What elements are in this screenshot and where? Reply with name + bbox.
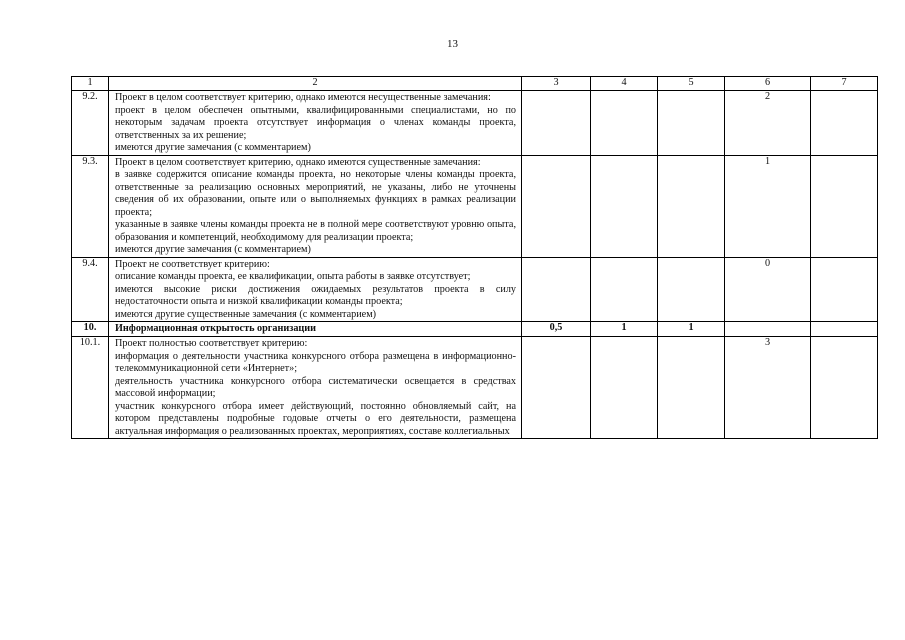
criterion-text-line: имеются другие существенные замечания (с комментарием) [115, 308, 377, 320]
score-cell-c5 [658, 337, 725, 439]
criterion-description-cell [109, 337, 522, 439]
table-row [72, 337, 878, 439]
score-cell-c5 [658, 91, 725, 156]
criterion-text-line: Проект в целом соответствует критерию, однако имеются существенные замечания: [115, 156, 481, 168]
criterion-text-line: Проект полностью соответствует критерию: [115, 338, 308, 349]
column-header: 4 [591, 77, 658, 91]
score-cell-c3 [522, 257, 591, 322]
score-cell-c4 [591, 155, 658, 257]
column-header: 2 [109, 77, 522, 91]
score-cell-c6 [725, 322, 811, 337]
column-header: 7 [811, 77, 878, 91]
score-cell-c7 [811, 322, 878, 337]
row-number-cell: 9.2. [72, 91, 109, 156]
criterion-text-line: имеются другие замечания (с комментарием) [115, 244, 311, 255]
score-cell-c6: 1 [725, 155, 811, 257]
score-cell-c5 [658, 155, 725, 257]
section-row [72, 322, 878, 337]
score-cell-c3 [522, 91, 591, 156]
score-cell-c4 [591, 257, 658, 322]
score-cell-c7 [811, 257, 878, 322]
criterion-text-line: деятельность участника конкурсного отбора систематически освещается в средствах массовой информации; [115, 375, 516, 399]
criterion-text-line: указанные в заявке члены команды проекта не в полной мере соответствуют уровню опыта, образования и компетенций, необходимому для реализации проекта; [115, 219, 516, 243]
criterion-text-line: имеются высокие риски достижения ожидаемых результатов проекта в силу недостаточности опыта и низкой квалификации команды проекта; [115, 283, 516, 307]
score-cell-c3 [522, 155, 591, 257]
criterion-text-line: Информационная открытость организации [115, 323, 317, 334]
criterion-text-line: Проект в целом соответствует критерию, однако имеются несущественные замечания: [115, 92, 491, 103]
score-cell-c5: 1 [658, 322, 725, 337]
table-row [72, 257, 878, 322]
score-cell-c5 [658, 257, 725, 322]
table-row [72, 155, 878, 257]
score-cell-c4 [591, 91, 658, 156]
criterion-text-line: описание команды проекта, ее квалификации, опыта работы в заявке отсутствует; [115, 271, 471, 282]
criterion-description-cell [109, 257, 522, 322]
row-number-cell: 10.1. [72, 337, 109, 439]
page-number: 13 [447, 38, 458, 50]
criteria-table [71, 76, 878, 439]
row-number-cell: 10. [72, 322, 109, 337]
score-cell-c4 [591, 337, 658, 439]
table-row [72, 91, 878, 156]
criterion-description-cell [109, 322, 522, 337]
criterion-text-line: имеются другие замечания (с комментарием) [115, 142, 311, 153]
score-cell-c7 [811, 91, 878, 156]
row-number-cell: 9.3. [72, 155, 109, 257]
score-cell-c4: 1 [591, 322, 658, 337]
column-header: 3 [522, 77, 591, 91]
column-header: 6 [725, 77, 811, 91]
score-cell-c6: 2 [725, 91, 811, 156]
column-header-row [72, 77, 878, 91]
score-cell-c3: 0,5 [522, 322, 591, 337]
score-cell-c6: 3 [725, 337, 811, 439]
column-header: 5 [658, 77, 725, 91]
criterion-text-line: в заявке содержится описание команды проекта, но некоторые члены команды проекта, ответственные за реализацию основных мероприятий, не указаны, либо не уточнены сведения об их образовании, опыте или о выполняемых функциях в рамках реализации проекта; [115, 169, 516, 218]
criterion-description-cell [109, 91, 522, 156]
row-number-cell: 9.4. [72, 257, 109, 322]
criterion-text-line: проект в целом обеспечен опытными, квалифицированными специалистами, но по некоторым задачам проекта отсутствует информация о членах команды проекта, ответственных за их решение; [115, 104, 516, 141]
criterion-text-line: информация о деятельности участника конкурсного отбора размещена в информационно-телекоммуникационной сети «Интернет»; [115, 350, 516, 374]
score-cell-c7 [811, 155, 878, 257]
score-cell-c6: 0 [725, 257, 811, 322]
criterion-description-cell [109, 155, 522, 257]
criterion-text-line: участник конкурсного отбора имеет действующий, постоянно обновляемый сайт, на котором представлены подробные годовые отчеты о его деятельности, размещена актуальная информация о реализованных проектах, мероприятиях, составе коллегиальных [115, 400, 516, 437]
score-cell-c7 [811, 337, 878, 439]
score-cell-c3 [522, 337, 591, 439]
column-header: 1 [72, 77, 109, 91]
criterion-text-line: Проект не соответствует критерию: [115, 258, 270, 270]
